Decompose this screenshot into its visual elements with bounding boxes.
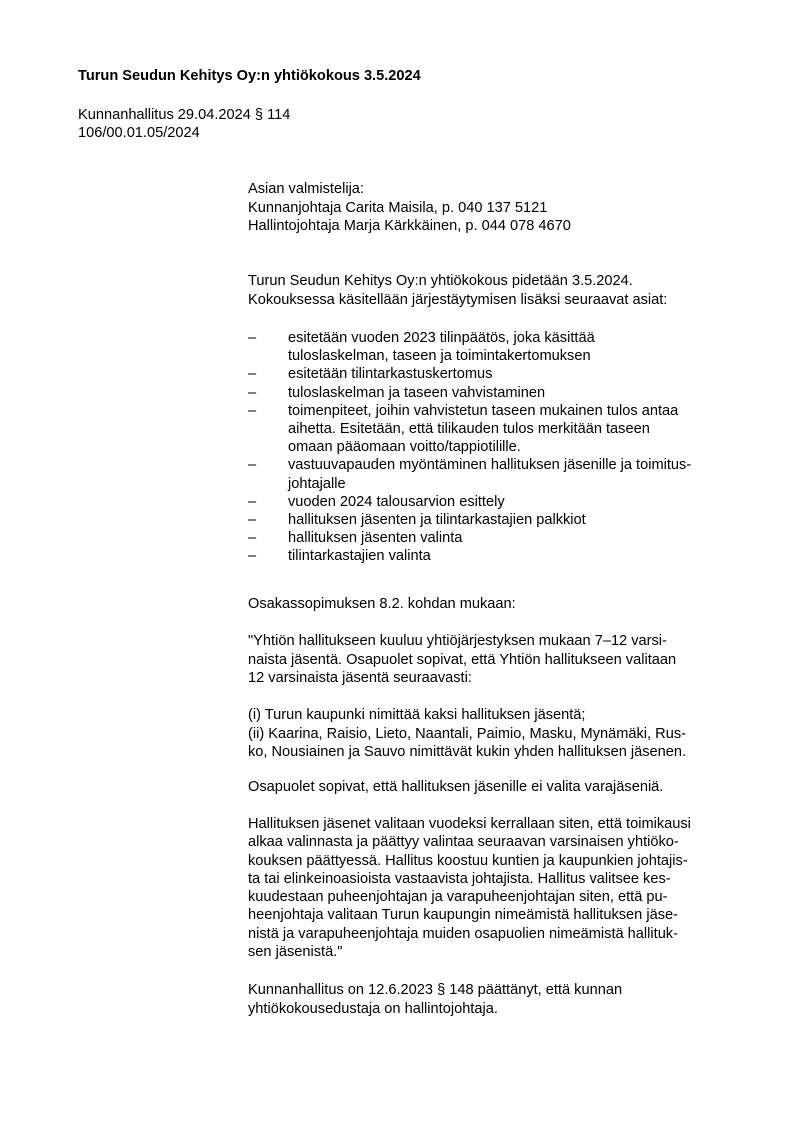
quote-line: heenjohtaja valitaan Turun kaupungin nimeämistä hallituksen jäse- xyxy=(248,907,678,924)
agenda-item-text: vuoden 2024 talousarvion esittely xyxy=(288,493,505,510)
preparer-line-1: Kunnanjohtaja Carita Maisila, p. 040 137 5121 xyxy=(248,199,548,216)
quote-line: alkaa valinnasta ja päättyy valintaa seuraavan varsinaisen yhtiöko- xyxy=(248,834,679,851)
closing-line: Kunnanhallitus on 12.6.2023 § 148 päättänyt, että kunnan xyxy=(248,982,623,998)
preparer-line-2: Hallintojohtaja Marja Kärkkäinen, p. 044 078 4670 xyxy=(248,218,571,234)
agenda-item-text: aihetta. Esitetään, että tilikauden tulos merkitään taseen xyxy=(288,421,650,438)
agenda-item xyxy=(248,493,748,511)
quote-line: 12 varsinaista jäsentä seuraavasti: xyxy=(248,670,472,686)
quote-line: Hallituksen jäsenet valitaan vuodeksi kerrallaan siten, että toimikausi xyxy=(248,816,691,832)
agenda-item-text: toimenpiteet, joihin vahvistetun taseen mukainen tulos antaa xyxy=(288,402,679,419)
bullet-dash: – xyxy=(248,366,257,383)
quote-line: (ii) Kaarina, Raisio, Lieto, Naantali, Paimio, Masku, Mynämäki, Rus- xyxy=(248,725,686,742)
agenda-item-text: johtajalle xyxy=(288,475,346,492)
agenda-item xyxy=(248,456,748,492)
agenda-item xyxy=(248,365,748,383)
quote-line: kuudestaan puheenjohtajan ja varapuheenjohtajan siten, että pu- xyxy=(248,889,668,906)
quote-line: ta tai elinkeinoasioista vastaavista johtajista. Hallitus valitsee kes- xyxy=(248,870,671,887)
intro-line-1: Turun Seudun Kehitys Oy:n yhtiökokous pidetään 3.5.2024. xyxy=(248,273,633,289)
record-number: 106/00.01.05/2024 xyxy=(78,125,200,141)
closing-paragraph xyxy=(248,981,748,1018)
agenda-item-text: hallituksen jäsenten valinta xyxy=(288,530,463,547)
bullet-dash: – xyxy=(248,402,257,419)
intro-line-2: Kokouksessa käsitellään järjestäytymisen lisäksi seuraavat asiat: xyxy=(248,291,668,308)
bullet-dash: – xyxy=(248,530,257,547)
agenda-list xyxy=(248,329,748,566)
bullet-dash: – xyxy=(248,330,257,346)
bullet-dash: – xyxy=(248,548,257,565)
agenda-item xyxy=(248,529,748,547)
bullet-dash: – xyxy=(248,512,257,529)
preparers-heading: Asian valmistelija: xyxy=(248,181,364,197)
agenda-item xyxy=(248,402,748,457)
agenda-item xyxy=(248,511,748,529)
closing-line: yhtiökokousedustaja on hallintojohtaja. xyxy=(248,1000,498,1017)
agreement-intro: Osakassopimuksen 8.2. kohdan mukaan: xyxy=(248,596,516,612)
quote-paragraph-4 xyxy=(248,815,748,961)
quote-paragraph-2 xyxy=(248,706,748,762)
quote-paragraph-3: Osapuolet sopivat, että hallituksen jäsenille ei valita varajäseniä. xyxy=(248,779,664,795)
quote-line: ko, Nousiainen ja Sauvo nimittävät kukin yhden hallituksen jäsenen. xyxy=(248,744,687,760)
quote-line: (i) Turun kaupunki nimittää kaksi hallituksen jäsentä; xyxy=(248,707,586,723)
agenda-item-text: tuloslaskelman ja taseen vahvistaminen xyxy=(288,384,546,401)
bullet-dash: – xyxy=(248,457,257,474)
bullet-dash: – xyxy=(248,493,257,510)
agenda-item-text: esitetään tilintarkastuskertomus xyxy=(288,366,493,383)
document-title: Turun Seudun Kehitys Oy:n yhtiökokous 3.5.2024 xyxy=(78,68,421,84)
intro-section xyxy=(248,272,748,309)
agenda-item-text: omaan pääomaan voitto/tappiotilille. xyxy=(288,439,521,456)
quote-line: nistä ja varapuheenjohtaja muiden osapuolien nimeämistä hallituk- xyxy=(248,925,678,942)
agenda-item xyxy=(248,329,748,365)
agenda-item-text: vastuuvapauden myöntäminen hallituksen jäsenille ja toimitus- xyxy=(288,457,692,474)
agenda-item-text: tuloslaskelman, taseen ja toimintakertomuksen xyxy=(288,348,591,365)
agenda-item-text: hallituksen jäsenten ja tilintarkastajien palkkiot xyxy=(288,512,586,529)
quote-line: naista jäsentä. Osapuolet sopivat, että Yhtiön hallitukseen valitaan xyxy=(248,651,677,668)
quote-line: "Yhtiön hallitukseen kuuluu yhtiöjärjestyksen mukaan 7–12 varsi- xyxy=(248,633,667,649)
agenda-item-text: tilintarkastajien valinta xyxy=(288,548,431,565)
quote-line: kouksen päättyessä. Hallitus koostuu kuntien ja kaupunkien johtajis- xyxy=(248,852,688,869)
agenda-item xyxy=(248,547,748,565)
agenda-item xyxy=(248,384,748,402)
meeting-reference: Kunnanhallitus 29.04.2024 § 114 xyxy=(78,107,291,123)
quote-line: sen jäsenistä." xyxy=(248,944,343,961)
preparers-section xyxy=(248,180,748,236)
agenda-item-text: esitetään vuoden 2023 tilinpäätös, joka käsittää xyxy=(288,330,595,346)
quote-paragraph-1 xyxy=(248,632,748,688)
bullet-dash: – xyxy=(248,384,257,401)
